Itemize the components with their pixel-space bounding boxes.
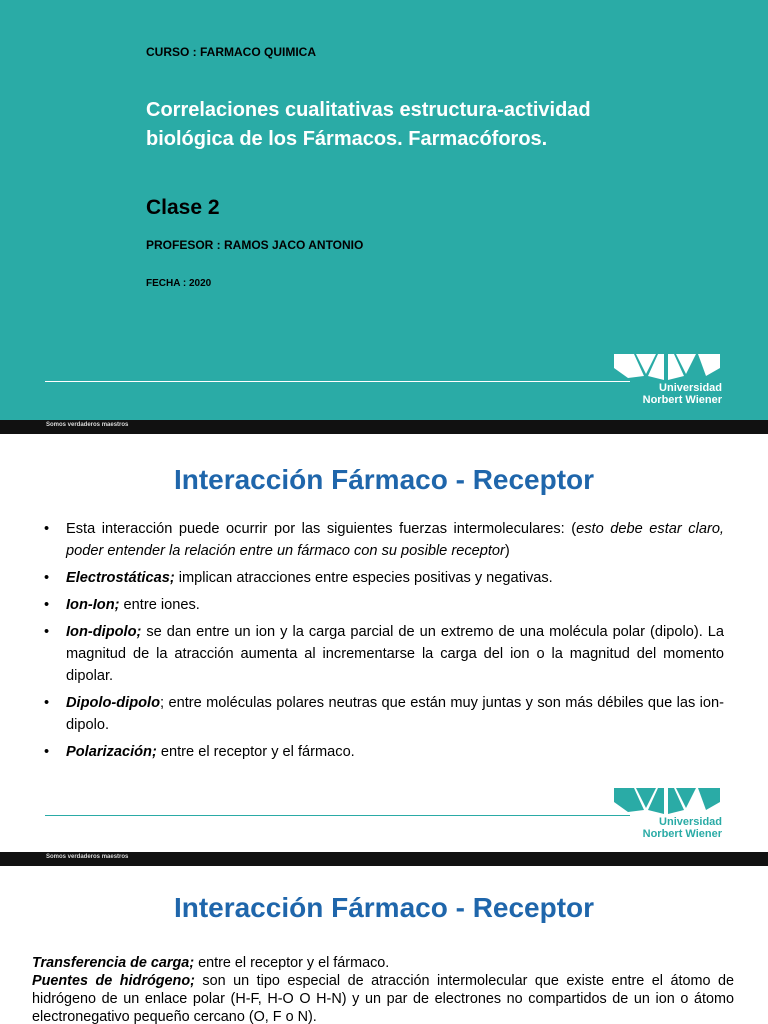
list-item: • Dipolo-dipolo; entre moléculas polares neutras que están muy juntas y son más débiles que las ion-dipolo.	[42, 692, 724, 736]
slide-heading: Interacción Fármaco - Receptor	[173, 464, 595, 495]
professor-label: PROFESOR : RAMOS JACO ANTONIO	[146, 238, 364, 252]
course-label: CURSO : FARMACO QUIMICA	[146, 45, 316, 59]
logo-text-line-2: Norbert Wiener	[642, 394, 722, 406]
paragraph: Puentes de hidrógeno; son un tipo especial de atracción intermolecular que existe entre el átomo de hidrógeno de un enlace polar (H-F, H-O O H-N) y un par de electrones no compartidos de un ion o átomo electronegativo pequeño cercano (O, F o N).	[32, 973, 734, 1024]
date-label: FECHA : 2020	[146, 278, 212, 289]
paragraph: Transferencia de carga; entre el receptor y el fármaco.	[32, 955, 390, 971]
footer-slogan: Somos verdaderos maestros	[46, 422, 129, 428]
logo-text-line-1: Universidad	[659, 816, 722, 828]
logo-text-line-2: Norbert Wiener	[642, 828, 722, 840]
university-book-logo-icon	[606, 352, 726, 382]
paragraph-block	[32, 954, 734, 1024]
slide-footer	[0, 420, 768, 434]
university-book-logo-icon	[606, 786, 726, 816]
class-number: Clase 2	[146, 196, 220, 219]
bullet-list	[42, 518, 724, 768]
list-item: • Esta interacción puede ocurrir por las siguientes fuerzas intermoleculares: (esto debe estar claro, poder entender la relación entre un fármaco con su posible receptor)	[42, 518, 724, 562]
title-line-1: Correlaciones cualitativas estructura-actividad	[146, 99, 591, 121]
university-logo	[606, 352, 726, 406]
title-line-2: biológica de los Fármacos. Farmacóforos.	[146, 128, 548, 150]
content-slide-1	[0, 434, 768, 852]
list-item: • Electrostáticas; implican atracciones entre especies positivas y negativas.	[42, 567, 724, 589]
slide-title	[146, 96, 686, 154]
list-item: • Polarización; entre el receptor y el fármaco.	[42, 741, 724, 763]
list-item: • Ion-dipolo; se dan entre un ion y la carga parcial de un extremo de una molécula polar (dipolo). La magnitud de la atracción aumenta al incrementarse la carga del ion o la magnitud del momento dipolar.	[42, 621, 724, 687]
slide-footer	[0, 852, 768, 866]
divider-line	[45, 815, 630, 816]
footer-slogan: Somos verdaderos maestros	[46, 854, 129, 860]
university-logo	[606, 786, 726, 840]
slide-heading: Interacción Fármaco - Receptor	[173, 892, 595, 923]
divider-line	[45, 381, 630, 382]
list-item: • Ion-Ion; entre iones.	[42, 594, 724, 616]
content-slide-2	[0, 866, 768, 1024]
title-slide	[0, 0, 768, 420]
logo-text-line-1: Universidad	[659, 382, 722, 394]
